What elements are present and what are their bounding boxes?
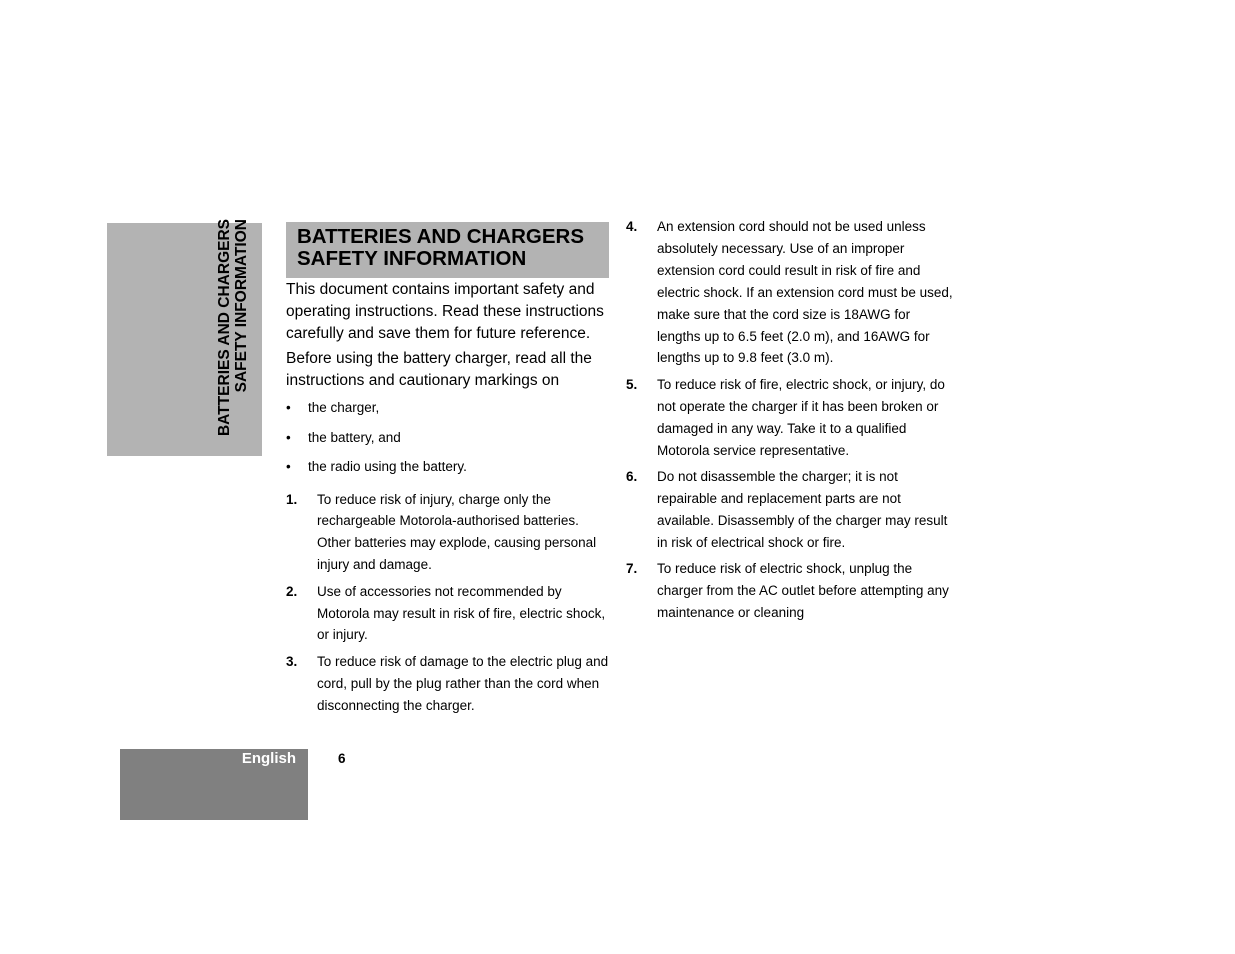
list-item (286, 489, 616, 577)
section-title-line-1: BATTERIES AND CHARGERS (297, 225, 585, 248)
numbered-list (626, 216, 956, 624)
list-item (626, 466, 956, 554)
bullet-icon: • (286, 400, 291, 415)
item-number: 2. (286, 583, 298, 599)
right-column (626, 216, 956, 628)
item-number: 7. (626, 561, 638, 577)
list-item-text: To reduce risk of damage to the electric plug and cord, pull by the plug rather than the cord when disconnecting the charger. (317, 653, 609, 713)
list-item (286, 397, 616, 427)
numbered-list (286, 489, 616, 717)
list-item-text: To reduce risk of fire, electric shock, or injury, do not operate the charger if it has been broken or damaged in any way. Take it to a qualified Motorola service representative. (657, 376, 945, 458)
list-item (626, 374, 956, 462)
bullet-icon: • (286, 459, 291, 474)
item-number: 6. (626, 468, 638, 484)
list-item (286, 581, 616, 647)
language-tab (120, 749, 308, 820)
list-item (626, 558, 956, 624)
section-title (286, 222, 609, 278)
bullet-list (286, 397, 616, 486)
list-item-text: Do not disassemble the charger; it is not repairable and replacement parts are not available. Disassembly of the charger may result in risk of electrical shock or fire. (657, 468, 948, 550)
side-tab-label (216, 219, 256, 452)
list-item (286, 456, 616, 486)
left-column (286, 279, 616, 721)
bullet-icon: • (286, 429, 291, 445)
intro-paragraph: This document contains important safety and operating instructions. Read these instructions carefully and save them for future reference. (286, 281, 604, 342)
list-item-text: the radio using the battery. (308, 459, 467, 474)
list-item-text: To reduce risk of injury, charge only the rechargeable Motorola-authorised batteries. Other batteries may explode, causing personal injury and damage. (317, 491, 597, 573)
page-number: 6 (338, 751, 346, 766)
list-item-text: To reduce risk of electric shock, unplug the charger from the AC outlet before attempting any maintenance or cleaning (657, 561, 949, 620)
side-tab-line-1: BATTERIES AND CHARGERS (216, 219, 233, 437)
item-number: 3. (286, 653, 298, 669)
list-item-text: the charger, (308, 400, 380, 415)
list-item (286, 427, 616, 457)
list-item-text: the battery, and (308, 429, 401, 445)
language-label: English (241, 750, 296, 767)
list-item-text: An extension cord should not be used unless absolutely necessary. Use of an improper extension cord could result in risk of fire and electric shock. If an extension cord must be used, make sure that the cord size is 18AWG for lengths up to 6.5 feet (2.0 m), and 16AWG for lengths up to 9.8 feet (3.0 m). (657, 219, 953, 366)
item-number: 1. (286, 491, 298, 507)
list-item (286, 651, 616, 717)
item-number: 5. (626, 376, 638, 392)
item-number: 4. (626, 219, 638, 234)
intro-paragraph: Before using the battery charger, read all the instructions and cautionary markings on (286, 350, 592, 389)
list-item-text: Use of accessories not recommended by Motorola may result in risk of fire, electric shock, or injury. (317, 583, 606, 643)
side-tab-line-2: SAFETY INFORMATION (233, 219, 250, 393)
section-title-line-2: SAFETY INFORMATION (297, 247, 527, 270)
list-item (626, 216, 956, 369)
